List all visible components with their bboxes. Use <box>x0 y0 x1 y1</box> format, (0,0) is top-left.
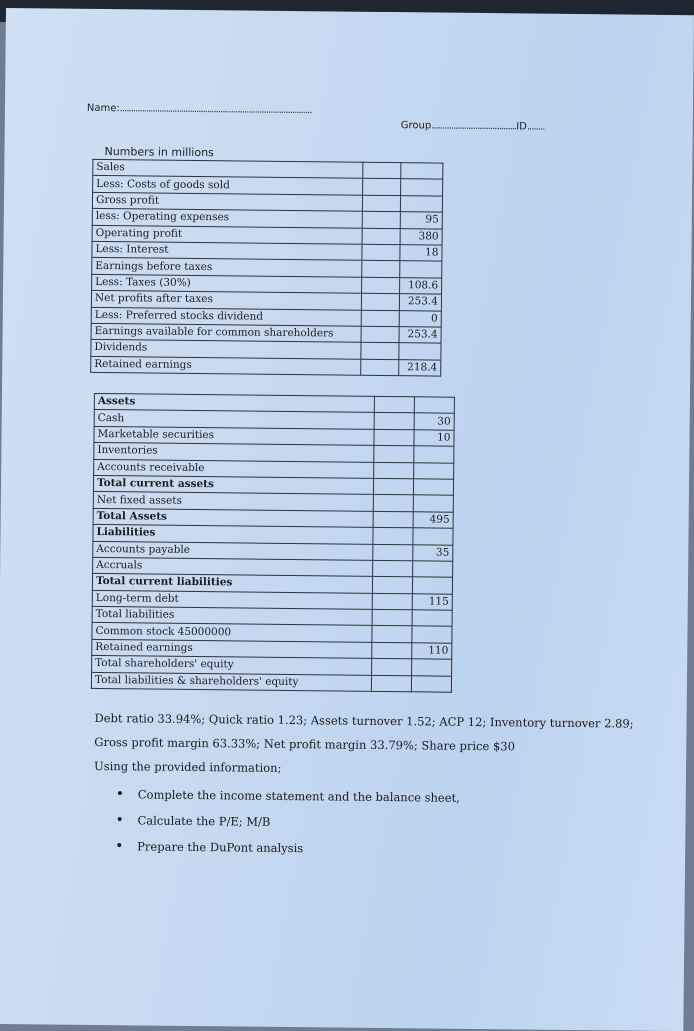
line-item-label: Assets <box>94 393 374 412</box>
empty-cell <box>361 310 399 327</box>
empty-cell <box>374 413 414 430</box>
task-item: • Complete the income statement and the balance sheet, <box>116 785 460 815</box>
line-item-label: Retained earnings <box>92 639 372 658</box>
line-item-value: 10 <box>414 430 454 447</box>
empty-cell <box>373 495 413 512</box>
balance-row <box>91 672 451 692</box>
empty-cell <box>362 244 400 261</box>
line-item-value: 253.4 <box>399 327 441 344</box>
line-item-value: 108.6 <box>400 277 442 294</box>
worksheet-paper <box>0 8 694 1031</box>
line-item-label: Accounts payable <box>93 541 373 560</box>
line-item-value: 0 <box>399 310 441 327</box>
empty-cell <box>363 162 401 179</box>
empty-cell <box>372 659 412 676</box>
empty-cell <box>373 527 413 544</box>
line-item-label: Earnings available for common shareholders <box>91 323 361 342</box>
empty-cell <box>373 478 413 495</box>
empty-cell <box>361 293 399 310</box>
line-item-value <box>400 195 442 212</box>
group-id-field <box>401 120 545 133</box>
line-item-value <box>401 163 443 180</box>
line-item-label: Marketable securities <box>94 426 374 445</box>
empty-cell <box>371 675 411 692</box>
line-item-value <box>412 577 452 594</box>
line-item-value <box>412 626 452 643</box>
line-item-label: Inventories <box>94 443 374 462</box>
line-item-value: 95 <box>400 212 442 229</box>
id-dots: ........ <box>526 121 545 133</box>
line-item-label: Less: Costs of goods sold <box>93 176 363 195</box>
income-statement-table <box>90 159 443 377</box>
line-item-label: Long-term debt <box>92 590 372 609</box>
empty-cell <box>362 261 400 278</box>
line-item-value: 18 <box>400 245 442 262</box>
line-item-label: Total current assets <box>93 475 373 494</box>
line-item-label: Less: Preferred stocks dividend <box>91 307 361 326</box>
income-row <box>91 356 441 376</box>
line-item-value <box>399 343 441 360</box>
empty-cell <box>374 446 414 463</box>
line-item-label: Dividends <box>91 340 361 359</box>
line-item-value: 35 <box>413 544 453 561</box>
empty-cell <box>372 593 412 610</box>
empty-cell <box>361 326 399 343</box>
line-item-value <box>412 659 452 676</box>
ratios-line-2: Gross profit margin 63.33%; Net profit margin 33.79%; Share price $30 <box>94 734 516 754</box>
line-item-label: Net profits after taxes <box>91 291 361 310</box>
line-item-label: Total liabilities & shareholders' equity <box>91 672 371 691</box>
line-item-label: Accruals <box>93 557 373 576</box>
empty-cell <box>372 577 412 594</box>
group-dots: ....................................... <box>431 120 517 133</box>
line-item-label: Liabilities <box>93 525 373 544</box>
empty-cell <box>361 343 399 360</box>
empty-cell <box>374 396 414 413</box>
line-item-value: 115 <box>412 593 452 610</box>
line-item-value <box>413 495 453 512</box>
line-item-label: Less: Interest <box>92 241 362 260</box>
line-item-label: Operating profit <box>92 225 362 244</box>
task-item: • Prepare the DuPont analysis <box>115 837 459 867</box>
empty-cell <box>362 277 400 294</box>
line-item-label: Total liabilities <box>92 607 372 626</box>
line-item-label: Gross profit <box>92 192 362 211</box>
line-item-value <box>400 261 442 278</box>
line-item-value: 30 <box>414 413 454 430</box>
line-item-label: Net fixed assets <box>93 492 373 511</box>
line-item-label: Total current liabilities <box>92 574 372 593</box>
empty-cell <box>362 195 400 212</box>
empty-cell <box>372 642 412 659</box>
task-list <box>115 785 460 867</box>
line-item-value: 253.4 <box>399 294 441 311</box>
line-item-value <box>401 179 443 196</box>
line-item-label: Total shareholders' equity <box>92 656 372 675</box>
empty-cell <box>361 359 399 376</box>
line-item-label: Cash <box>94 410 374 429</box>
line-item-value <box>414 462 454 479</box>
id-label: ID <box>516 121 527 133</box>
name-field <box>87 103 312 116</box>
line-item-value: 218.4 <box>399 359 441 376</box>
name-label: Name: <box>86 102 120 115</box>
line-item-value: 495 <box>413 512 453 529</box>
line-item-value <box>413 561 453 578</box>
empty-cell <box>372 609 412 626</box>
empty-cell <box>363 179 401 196</box>
empty-cell <box>374 462 414 479</box>
empty-cell <box>373 511 413 528</box>
empty-cell <box>373 544 413 561</box>
line-item-value <box>413 479 453 496</box>
line-item-label: Retained earnings <box>91 356 361 375</box>
name-dots: ........................................................................................ <box>119 103 312 117</box>
empty-cell <box>372 626 412 643</box>
line-item-label: Less: Taxes (30%) <box>92 274 362 293</box>
ratios-line-1: Debt ratio 33.94%; Quick ratio 1.23; Assets turnover 1.52; ACP 12; Inventory turnover 2.89; <box>94 710 634 731</box>
line-item-value: 110 <box>412 643 452 660</box>
line-item-label: Earnings before taxes <box>92 258 362 277</box>
empty-cell <box>374 429 414 446</box>
group-label: Group <box>400 120 432 132</box>
units-caption: Numbers in millions <box>104 145 214 160</box>
line-item-value <box>411 675 451 692</box>
line-item-label: Accounts receivable <box>94 459 374 478</box>
line-item-label: Total Assets <box>93 508 373 527</box>
empty-cell <box>362 228 400 245</box>
line-item-value <box>414 397 454 414</box>
line-item-value <box>414 446 454 463</box>
empty-cell <box>362 211 400 228</box>
line-item-label: Sales <box>93 159 363 178</box>
line-item-value <box>412 610 452 627</box>
empty-cell <box>373 560 413 577</box>
line-item-label: Common stock 45000000 <box>92 623 372 642</box>
instruction-text: Using the provided information; <box>93 758 282 775</box>
balance-sheet-table <box>91 393 455 693</box>
task-item: • Calculate the P/E; M/B <box>115 811 459 841</box>
line-item-label: less: Operating expenses <box>92 209 362 228</box>
line-item-value: 380 <box>400 228 442 245</box>
line-item-value <box>413 528 453 545</box>
